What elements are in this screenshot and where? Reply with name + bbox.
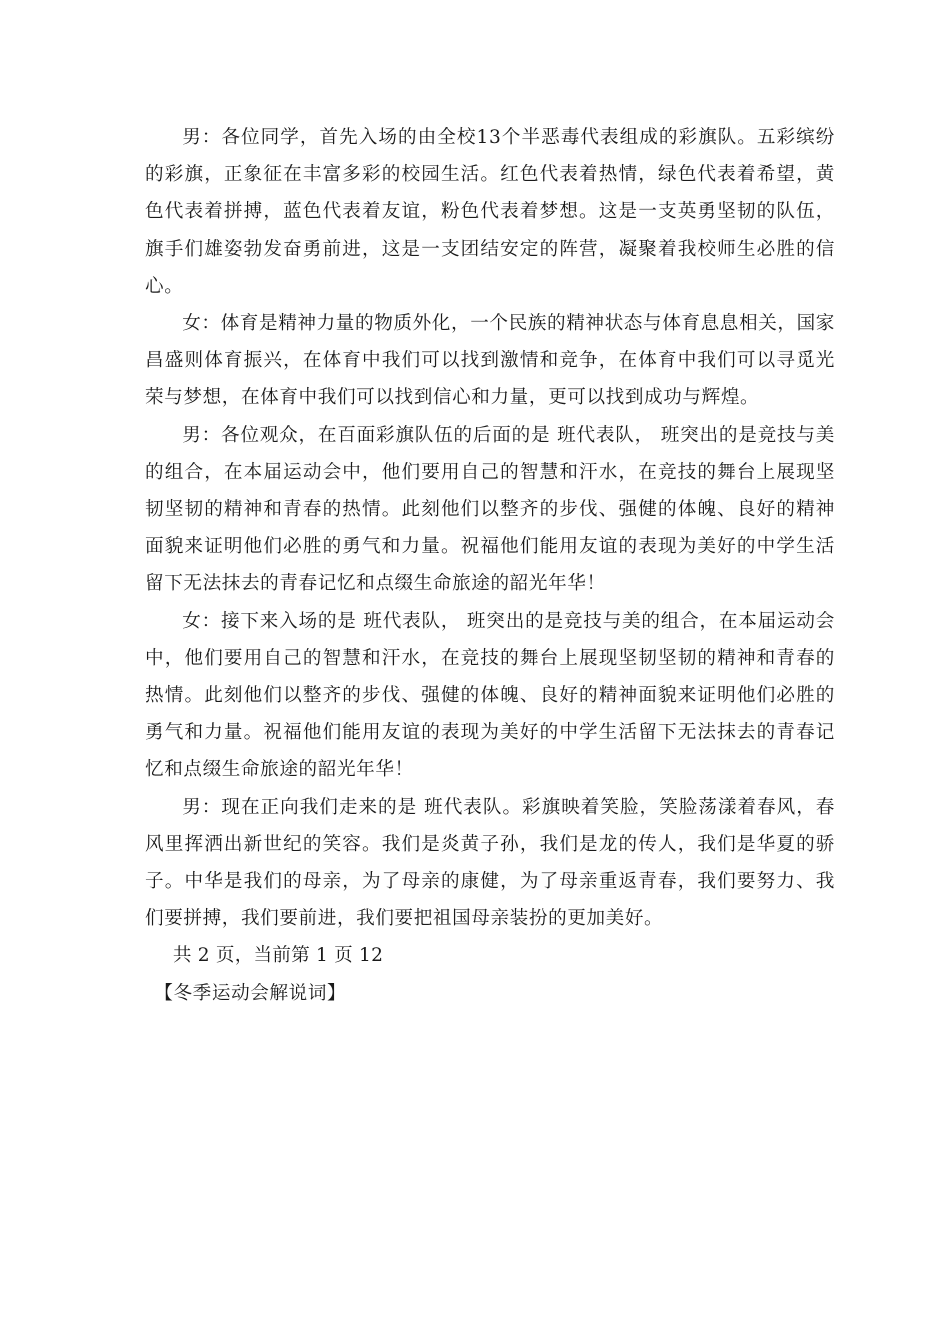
document-body xyxy=(145,119,835,1012)
paragraph-female-class-team: 女：接下来入场的是 班代表队， 班突出的是竞技与美的组合，在本届运动会中，他们要用自己的智慧和汗水，在竞技的舞台上展现坚韧坚韧的精神和青春的热情。此刻他们以整齐的步伐、强健的体魄、良好的精神面貌来证明他们必胜的勇气和力量。祝福他们能用友谊的表现为美好的中学生活留下无法抹去的青春记忆和点缀生命旅途的韶光年华！ xyxy=(145,610,835,781)
page-indicator: 共 2 页，当前第 1 页 12 xyxy=(172,945,384,967)
paragraph-female-sports-spirit: 女：体育是精神力量的物质外化，一个民族的精神状态与体育息息相关，国家昌盛则体育振兴，在体育中我们可以找到激情和竞争，在体育中我们可以寻觅光荣与梦想，在体育中我们可以找到信心和力量，更可以找到成功与辉煌。 xyxy=(145,313,835,409)
paragraph-male-approaching-team: 男：现在正向我们走来的是 班代表队。彩旗映着笑脸，笑脸荡漾着春风，春风里挥洒出新世纪的笑容。我们是炎黄子孙，我们是龙的传人，我们是华夏的骄子。中华是我们的母亲，为了母亲的康健，为了母亲重返青春，我们要努力、我们要拼搏，我们要前进，我们要把祖国母亲装扮的更加美好。 xyxy=(145,796,835,930)
paragraph-male-class-team: 男：各位观众，在百面彩旗队伍的后面的是 班代表队， 班突出的是竞技与美的组合，在本届运动会中，他们要用自己的智慧和汗水，在竞技的舞台上展现坚韧坚韧的精神和青春的热情。此刻他们以整齐的步伐、强健的体魄、良好的精神面貌来证明他们必胜的勇气和力量。祝福他们能用友谊的表现为美好的中学生活留下无法抹去的青春记忆和点缀生命旅途的韶光年华！ xyxy=(145,424,835,595)
paragraph-male-flag-team: 男：各位同学，首先入场的由全校13个半恶毒代表组成的彩旗队。五彩缤纷的彩旗，正象征在丰富多彩的校园生活。红色代表着热情，绿色代表着希望，黄色代表着拼搏，蓝色代表着友谊，粉色代表着梦想。这是一支英勇坚韧的队伍，旗手们雄姿勃发奋勇前进，这是一支团结安定的阵营，凝聚着我校师生必胜的信心。 xyxy=(145,127,835,297)
article-title-link[interactable]: 【冬季运动会解说词】 xyxy=(154,982,347,1004)
